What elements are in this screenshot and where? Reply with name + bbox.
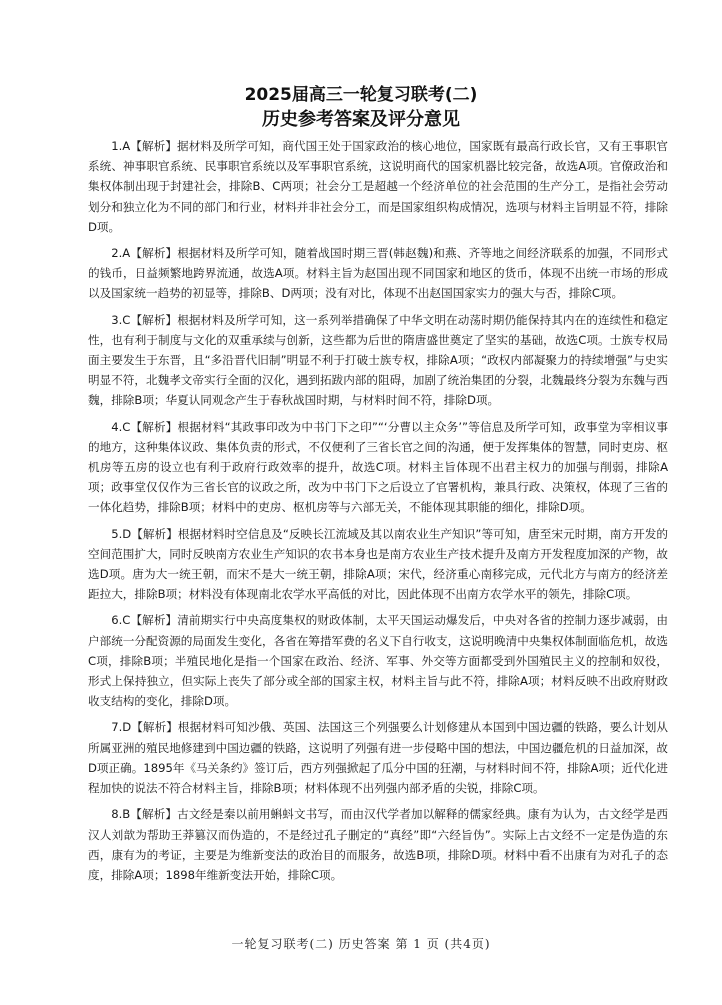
answer-item-3: 3.C【解析】根据材料及所学可知，这一系列举措确保了中华文明在动荡时期仍能保持其内在的连续性和稳定性，也有利于制度与文化的双重承续与创新，这些都为后世的隋唐盛世奠定了坚实的基础，故选C项。士族专权局面主要发生于东晋，且“多沿晋代旧制”明显不利于打破士族专权，排除A项；“政权内部凝聚力的持续增强”与史实明显不符，北魏孝文帝实行全面的汉化，遇到拓跋内部的阻碍，加剧了统治集团的分裂，北魏最终分裂为东魏与西魏，排除B项；华夏认同观念产生于春秋战国时期，与材料时间不符，排除D项。 — [88, 312, 668, 408]
answer-list — [88, 136, 668, 891]
answer-item-2: 2.A【解析】根据材料及所学可知，随着战国时期三晋(韩赵魏)和燕、齐等地之间经济联系的加强，不同形式的钱币，日益频繁地跨界流通，故选A项。材料主旨为赵国出现不同国家和地区的货币，体现不出统一市场的形成以及国家统一趋势的初显等，排除B、D两项；没有对比，体现不出赵国国家实力的强大与否，排除C项。 — [88, 246, 668, 301]
answer-item-6: 6.C【解析】清前期实行中央高度集权的财政体制，太平天国运动爆发后，中央对各省的控制力逐步减弱，由户部统一分配资源的局面发生变化，各省在筹措军费的名义下自行收支，这说明晚清中央集权体制面临危机，故选C项，排除B项；半殖民地化是指一个国家在政治、经济、军事、外交等方面都受到外国殖民主义的控制和奴役，形式上保持独立，但实际上丧失了部分或全部的国家主权，材料主旨与此不符，排除A项；材料反映不出政府财政收支结构的变化，排除D项。 — [88, 613, 668, 709]
answer-item-5: 5.D【解析】根据材料时空信息及“反映长江流域及其以南农业生产知识”等可知，唐至宋元时期，南方开发的空间范围扩大，同时反映南方农业生产知识的农书本身也是南方农业生产技术提升及南方开发程度加深的产物，故选D项。唐为大一统王朝，而宋不是大一统王朝，排除A项；宋代，经济重心南移完成，元代北方与南方的经济差距拉大，排除B项；材料没有体现南北农学水平高低的对比，因此体现不出南方农学水平的领先，排除C项。 — [88, 526, 668, 602]
exam-title: 2025届高三一轮复习联考(二) — [244, 85, 478, 105]
answer-item-1: 1.A【解析】据材料及所学可知，商代国王处于国家政治的核心地位，国家既有最高行政长官，又有王事职官系统、神事职官系统、民事职官系统以及军事职官系统，这说明商代的国家机器比较完备，故选A项。官僚政治和集权体制出现于封建社会，排除B、C两项；社会分工是超越一个经济单位的社会范围的生产分工，是指社会劳动划分和独立化为不同的部门和行业，材料并非社会分工，而是国家组织构成情况，选项与材料主旨明显不符，排除D项。 — [88, 139, 668, 234]
answer-item-8: 8.B【解析】古文经是秦以前用蝌蚪文书写，而由汉代学者加以解释的儒家经典。康有为认为，古文经学是西汉人刘歆为帮助王莽篡汉而伪造的，不是经过孔子删定的“真经”即“六经旨伪”。实际上古文经不一定是伪造的东西，康有为的考证，主要是为维新变法的政治目的而服务，故选B项，排除D项。材料中看不出康有为对孔子的态度，排除A项；1898年维新变法开始，排除C项。 — [88, 807, 668, 882]
answer-item-4: 4.C【解析】根据材料“其政事印改为中书门下之印”“‘分曹以主众务’”等信息及所学可知，政事堂为宰相议事的地方，这种集体议政、集体负责的形式，不仅便利了三省长官之间的沟通，便于发挥集体的智慧，同时吏房、枢机房等五房的设立也有利于政府行政效率的提升，故选C项。材料主旨体现不出君主权力的加强与削弱，排除A项；政事堂仅仅作为三省长官的议政之所，改为中书门下之后设立了官署机构，兼具行政、决策权，体现了三省的一体化趋势，排除B项；材料中的吏房、枢机房等与六部无关，不能体现其职能的细化，排除D项。 — [88, 419, 668, 515]
page-footer: 一轮复习联考(二) 历史答案 第 1 页 (共4页) — [231, 937, 491, 951]
answer-item-7: 7.D【解析】根据材料可知沙俄、英国、法国这三个列强要么计划修建从本国到中国边疆的铁路，要么计划从所属亚洲的殖民地修建到中国边疆的铁路，这说明了列强有进一步侵略中国的想法，中国边疆危机的日益加深，故D项正确。1895年《马关条约》签订后，西方列强掀起了瓜分中国的狂潮，与材料时间不符，排除A项；近代化进程加快的说法不符合材料主旨，排除B项；材料体现不出列强内部矛盾的尖锐，排除C项。 — [88, 720, 668, 796]
answer-key-title: 历史参考答案及评分意见 — [262, 109, 460, 130]
